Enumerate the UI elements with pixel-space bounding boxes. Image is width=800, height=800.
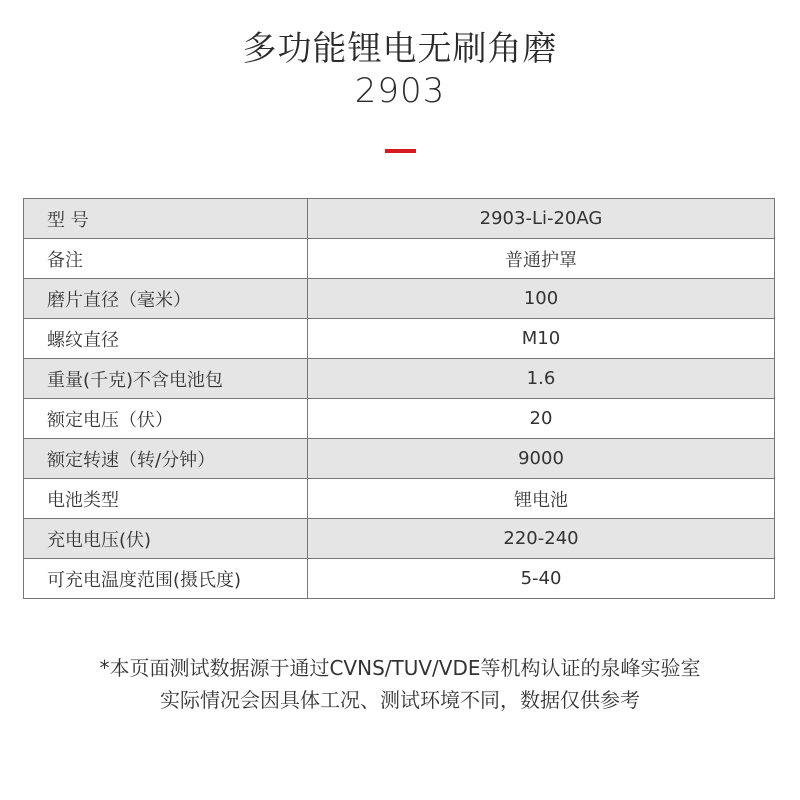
spec-value: 20: [308, 399, 775, 439]
footnote: [0, 652, 800, 716]
table-row: [24, 199, 775, 239]
spec-value: 1.6: [308, 359, 775, 399]
table-row: [24, 519, 775, 559]
spec-label: 磨片直径（毫米）: [24, 279, 308, 319]
spec-label: 充电电压(伏): [24, 519, 308, 559]
table-row: [24, 399, 775, 439]
spec-value: M10: [308, 319, 775, 359]
spec-label: 备注: [24, 239, 308, 279]
product-name: 多功能锂电无刷角磨: [242, 29, 558, 69]
spec-label: 电池类型: [24, 479, 308, 519]
spec-value: 220-240: [308, 519, 775, 559]
accent-divider: [385, 149, 416, 153]
spec-value: 5-40: [308, 559, 775, 599]
spec-label: 额定电压（伏）: [24, 399, 308, 439]
product-model: 2903: [354, 71, 446, 111]
spec-label: 可充电温度范围(摄氏度): [24, 559, 308, 599]
spec-label: 额定转速（转/分钟）: [24, 439, 308, 479]
table-row: [24, 239, 775, 279]
table-row: [24, 559, 775, 599]
spec-value: 100: [308, 279, 775, 319]
footnote-line-1: *本页面测试数据源于通过CVNS/TUV/VDE等机构认证的泉峰实验室: [99, 656, 701, 680]
spec-label: 螺纹直径: [24, 319, 308, 359]
spec-value: 9000: [308, 439, 775, 479]
table-row: [24, 359, 775, 399]
spec-label: 型 号: [24, 199, 308, 239]
spec-label: 重量(千克)不含电池包: [24, 359, 308, 399]
table-row: [24, 479, 775, 519]
spec-value: 2903-Li-20AG: [308, 199, 775, 239]
footnote-line-2: 实际情况会因具体工况、测试环境不同，数据仅供参考: [160, 688, 640, 712]
table-row: [24, 319, 775, 359]
spec-value: 普通护罩: [308, 239, 775, 279]
table-row: [24, 279, 775, 319]
table-row: [24, 439, 775, 479]
spec-table: [23, 198, 775, 599]
spec-value: 锂电池: [308, 479, 775, 519]
spec-table-body: [24, 199, 775, 599]
page-title: [0, 28, 800, 112]
